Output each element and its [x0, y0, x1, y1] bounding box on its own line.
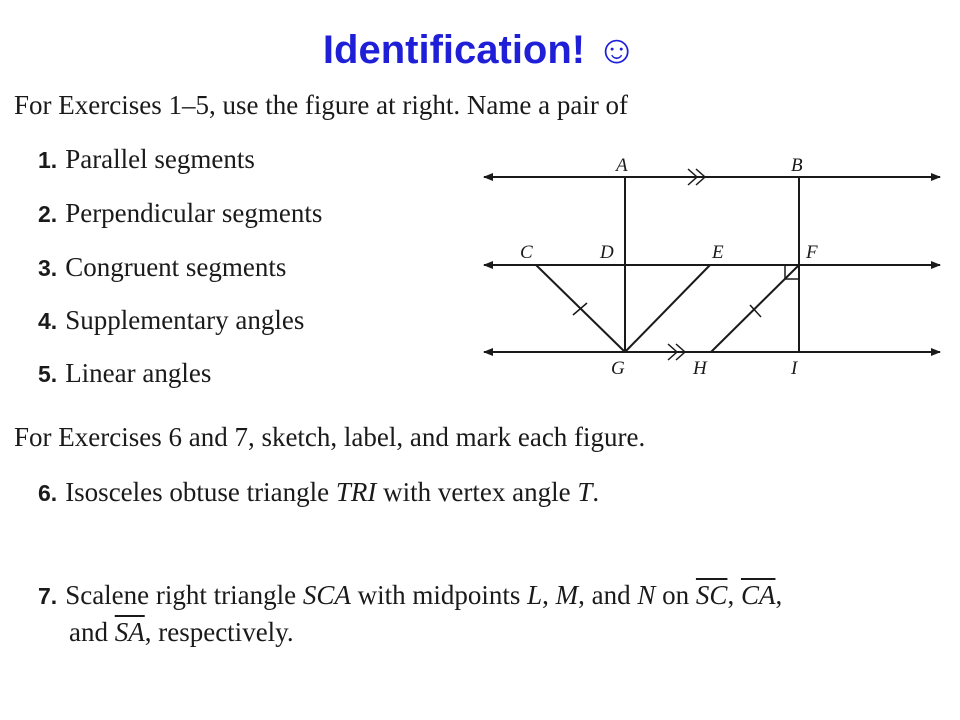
list-item-1	[38, 142, 255, 177]
item-text: on	[655, 580, 696, 610]
midpoint-l: L	[527, 580, 543, 610]
point-label-e: E	[712, 242, 724, 263]
item-text: , and	[578, 580, 638, 610]
item-number: 4.	[38, 308, 58, 334]
item-text: Parallel segments	[65, 144, 255, 174]
point-label-g: G	[611, 358, 625, 379]
item-text: .	[592, 477, 600, 507]
page-title: Identification! ☺	[322, 28, 638, 72]
point-label-c: C	[520, 242, 533, 263]
triangle-name: TRI	[335, 477, 377, 507]
list-item-2	[38, 196, 322, 231]
vertex-name: T	[577, 477, 593, 507]
triangle-name: SCA	[302, 580, 351, 610]
item-text: , respectively.	[144, 617, 294, 647]
item-number: 5.	[38, 361, 58, 387]
item-text: with vertex angle	[376, 477, 578, 507]
list-item-6	[38, 475, 599, 510]
item-text: Perpendicular segments	[65, 198, 323, 228]
item-number: 7.	[38, 583, 58, 609]
midpoint-m: M	[555, 580, 579, 610]
segment-ca: $\overline{CA}$	[740, 580, 776, 610]
item-text: ,	[775, 580, 783, 610]
item-number: 2.	[38, 201, 58, 227]
segment-sc: $\overline{SC}$	[695, 580, 728, 610]
list-item-5	[38, 356, 211, 391]
midpoint-n: N	[637, 580, 656, 610]
list-item-7-continued	[69, 615, 294, 649]
item-text: Supplementary angles	[65, 305, 305, 335]
item-text: Congruent segments	[65, 252, 287, 282]
segment-sa: $\overline{SA}$	[114, 617, 145, 647]
item-number: 1.	[38, 147, 58, 173]
point-label-i: I	[791, 358, 798, 379]
item-number: 3.	[38, 255, 58, 281]
point-label-h: H	[693, 358, 707, 379]
item-text: Scalene right triangle	[65, 580, 303, 610]
item-text: ,	[727, 580, 741, 610]
item-text: and	[69, 617, 115, 647]
item-number: 6.	[38, 480, 58, 506]
list-item-4	[38, 303, 304, 338]
point-label-d: D	[600, 242, 614, 263]
point-label-b: B	[791, 155, 803, 176]
list-item-3	[38, 250, 286, 285]
item-text: with midpoints	[350, 580, 528, 610]
point-label-a: A	[616, 155, 628, 176]
list-item-7	[38, 578, 782, 613]
segment-fh	[711, 265, 799, 352]
item-text: ,	[542, 580, 556, 610]
item-text: Linear angles	[65, 358, 212, 388]
point-label-f: F	[806, 242, 818, 263]
section1-intro: For Exercises 1–5, use the figure at right. Name a pair of	[14, 90, 629, 120]
item-text: Isosceles obtuse triangle	[65, 477, 336, 507]
segment-eg	[625, 265, 710, 352]
section2-intro: For Exercises 6 and 7, sketch, label, and mark each figure.	[14, 422, 646, 452]
geometry-figure	[470, 140, 950, 390]
